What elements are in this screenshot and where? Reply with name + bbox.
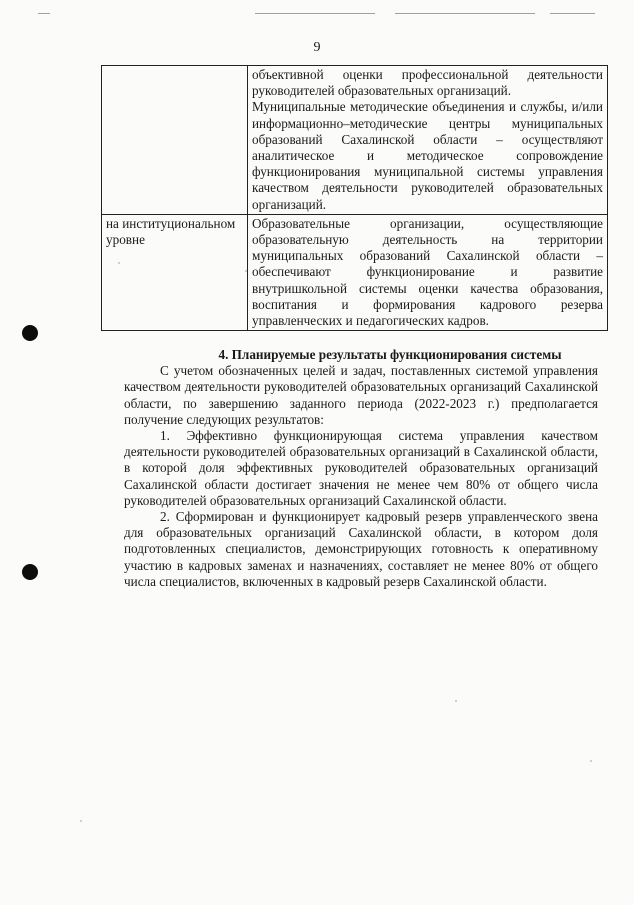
scan-speck [245, 270, 247, 272]
scan-artifact-line [38, 13, 50, 14]
description-cell [248, 66, 608, 215]
level-cell: на институциональном уровне [102, 214, 248, 330]
description-cell [248, 214, 608, 330]
result-item-2: 2. Сформирован и функционирует кадровый резерв управленческого звена для образовательных организаций Сахалинской области, в котором доля подготовленных специалистов, демонстрирующих готовность к оперативному участию в кадровых заменах и назначениях, составляет не менее 80% от общего числа специалистов, включенных в кадровый резерв Сахалинской области. [124, 509, 598, 589]
table-row [102, 214, 608, 330]
page-number: 9 [313, 40, 321, 55]
punch-hole-mark [22, 564, 38, 580]
scan-speck [590, 760, 592, 762]
scan-artifact-line [550, 13, 595, 14]
results-section [124, 347, 598, 590]
description-paragraph: Муниципальные методические объединения и службы, и/или информационно–методические центры муниципальных образований Сахалинской области – осуществляют аналитическое и методическое сопровождение функционирования муниципальной системы управления качеством деятельности руководителей образовательных организаций. [252, 99, 603, 212]
intro-paragraph: С учетом обозначенных целей и задач, поставленных системой управления качеством деятельности руководителей образовательных организаций Сахалинской области, по завершению заданного периода (2022-2023 г.) предполагается получение следующих результатов: [124, 363, 598, 427]
section-heading: 4. Планируемые результаты функционирования системы [218, 347, 562, 362]
scan-speck [455, 700, 457, 702]
scan-speck [118, 262, 120, 264]
punch-hole-mark [22, 325, 38, 341]
table-row [102, 66, 608, 215]
scan-speck [80, 820, 82, 822]
scan-artifact-line [395, 13, 535, 14]
result-item-1: 1. Эффективно функционирующая система управления качеством деятельности руководителей образовательных организаций в Сахалинской области, в которой доля эффективных руководителей образовательных организаций Сахалинской области достигает значения не менее чем 80% от общего числа руководителей образовательных организаций Сахалинской области. [124, 428, 598, 508]
description-paragraph: Образовательные организации, осуществляющие образовательную деятельность на территории муниципальных образований Сахалинской области – обеспечивают функционирование и развитие внутришкольной системы оценки качества образования, воспитания и формирования кадрового резерва управленческих и педагогических кадров. [252, 215, 603, 329]
description-paragraph: объективной оценки профессиональной деятельности руководителей образовательных организаций. [252, 67, 603, 99]
scan-artifact-line [255, 13, 375, 14]
responsibility-table [101, 65, 608, 331]
level-cell [102, 66, 248, 215]
